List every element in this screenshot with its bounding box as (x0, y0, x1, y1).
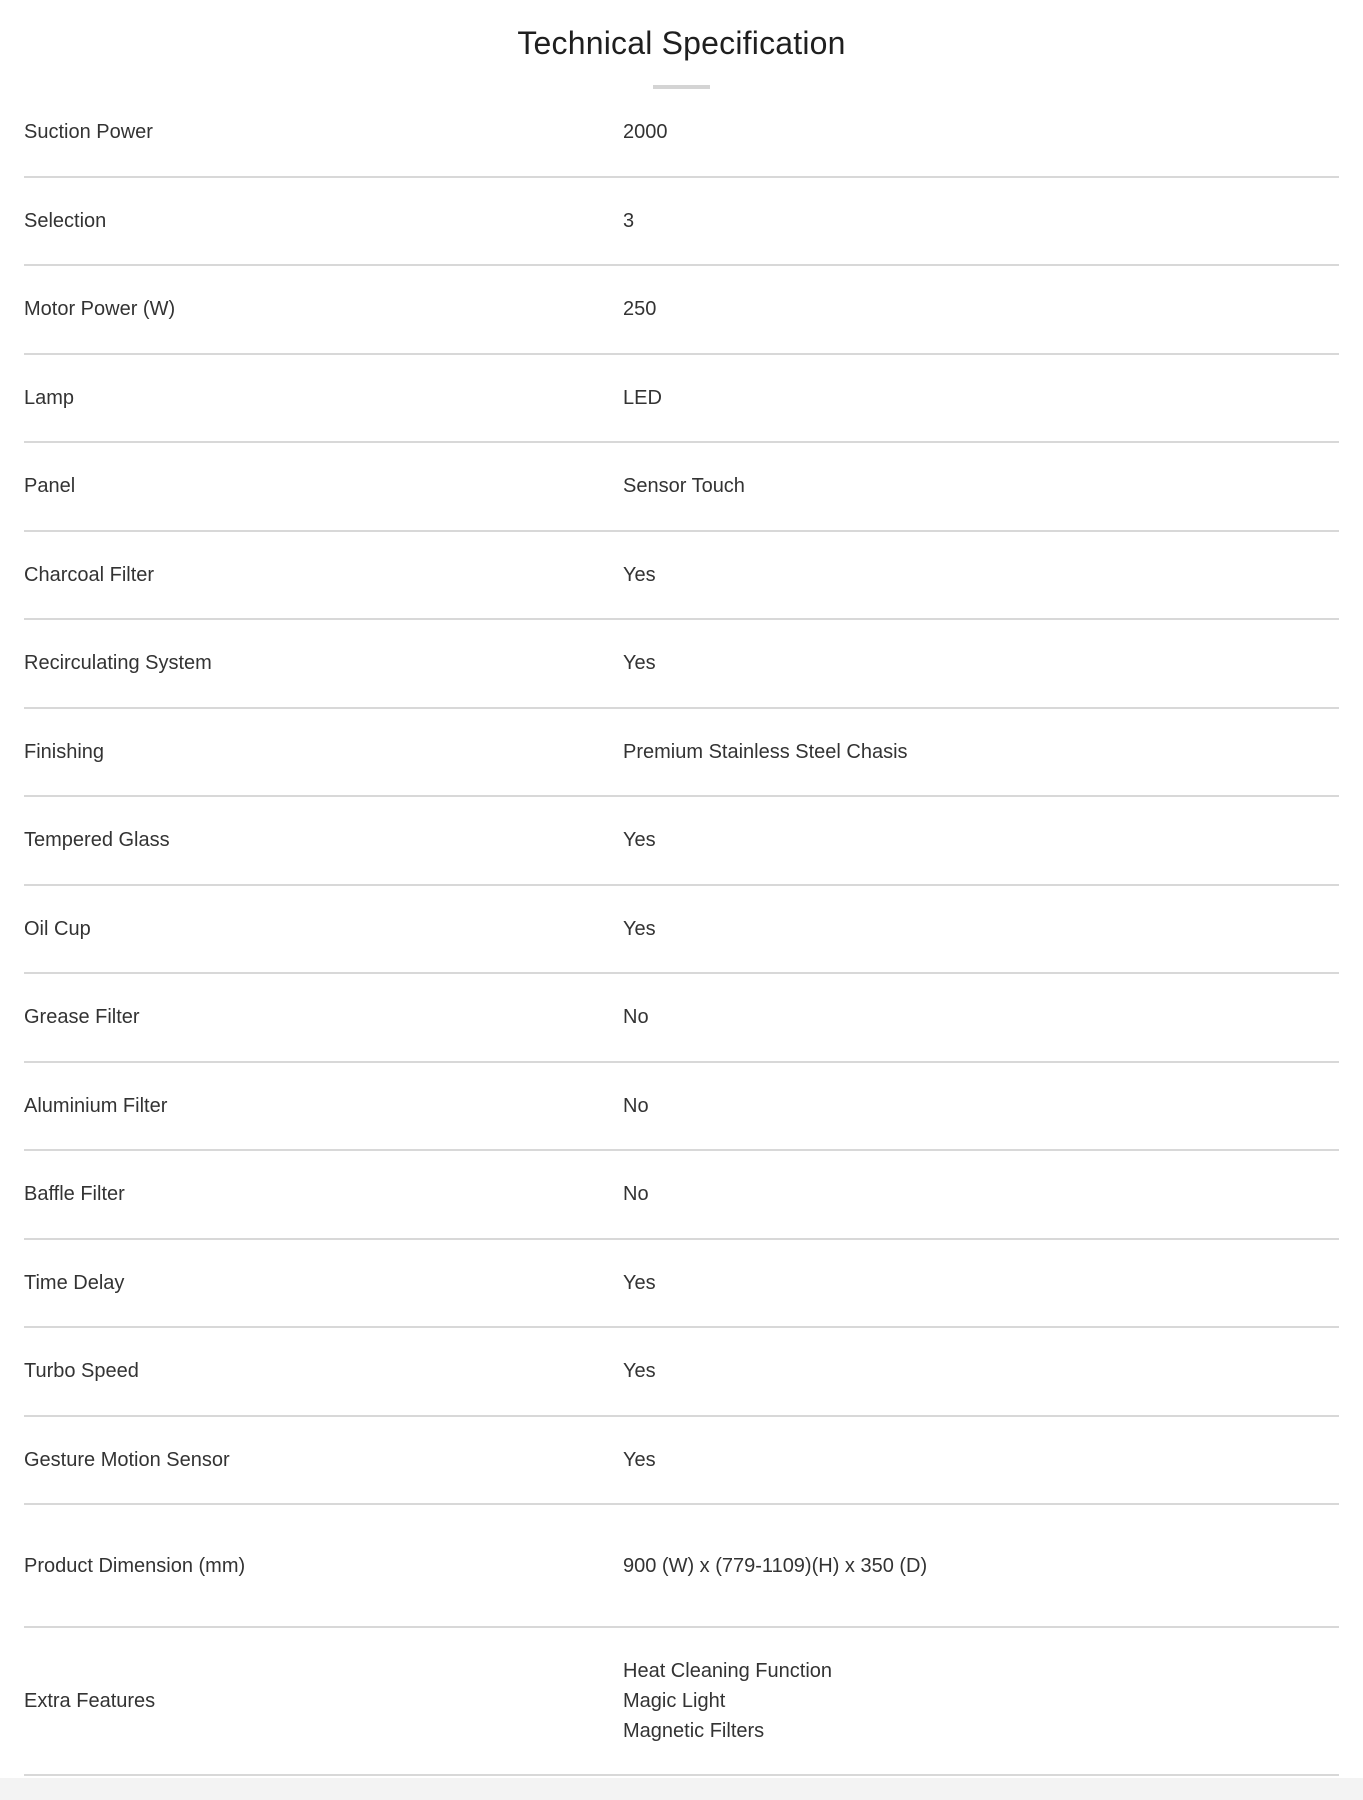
spec-row (24, 89, 1339, 178)
spec-value: Yes (623, 1360, 656, 1383)
spec-label: Extra Features (24, 1690, 156, 1712)
spec-table (24, 89, 1339, 1776)
spec-label: Lamp (24, 386, 75, 409)
page-title: Technical Specification (517, 25, 846, 61)
spec-row (24, 532, 1339, 621)
spec-label: Panel (24, 475, 76, 498)
spec-row (24, 1063, 1339, 1152)
spec-value: Premium Stainless Steel Chasis (623, 740, 908, 763)
spec-value: Yes (623, 1448, 656, 1471)
extra-feature-item: Heat Cleaning Function (623, 1660, 833, 1682)
spec-row (24, 355, 1339, 444)
spec-label: Time Delay (24, 1271, 125, 1294)
spec-value: Yes (623, 652, 656, 675)
spec-label: Turbo Speed (24, 1360, 139, 1383)
spec-row (24, 974, 1339, 1063)
spec-row (24, 266, 1339, 355)
spec-row (24, 886, 1339, 975)
spec-row (24, 443, 1339, 532)
spec-value: Yes (623, 563, 656, 586)
spec-label: Aluminium Filter (24, 1094, 168, 1117)
spec-value: 900 (W) x (779-1109)(H) x 350 (D) (623, 1554, 928, 1577)
spec-value: Sensor Touch (623, 475, 745, 498)
spec-value: Yes (623, 829, 656, 852)
spec-label: Motor Power (W) (24, 298, 176, 321)
extra-features-list (623, 1656, 1339, 1746)
spec-row (24, 1151, 1339, 1240)
spec-label: Recirculating System (24, 652, 212, 675)
spec-value: 250 (623, 298, 657, 321)
spec-value: No (623, 1094, 649, 1117)
spec-label: Grease Filter (24, 1006, 140, 1029)
spec-row (24, 1417, 1339, 1506)
spec-row (24, 1328, 1339, 1417)
spec-row (24, 709, 1339, 798)
extra-feature-item: Magnetic Filters (623, 1720, 765, 1742)
spec-row (24, 620, 1339, 709)
spec-row (24, 178, 1339, 267)
spec-label: Suction Power (24, 121, 153, 144)
spec-label: Oil Cup (24, 917, 91, 940)
spec-value: 2000 (623, 121, 668, 144)
spec-row (24, 797, 1339, 886)
spec-label: Product Dimension (mm) (24, 1554, 246, 1577)
spec-value: No (623, 1183, 649, 1206)
spec-label: Charcoal Filter (24, 563, 155, 586)
spec-value: Yes (623, 917, 656, 940)
spec-value: LED (623, 386, 662, 409)
spec-row-extra-features (24, 1628, 1339, 1776)
spec-label: Tempered Glass (24, 829, 170, 852)
spec-label: Baffle Filter (24, 1183, 125, 1206)
spec-label: Gesture Motion Sensor (24, 1448, 230, 1471)
spec-value: No (623, 1006, 649, 1029)
spec-row (24, 1240, 1339, 1329)
spec-value: Yes (623, 1271, 656, 1294)
spec-value: 3 (623, 209, 635, 232)
extra-feature-item: Magic Light (623, 1690, 726, 1712)
bottom-band (0, 1778, 1363, 1800)
spec-label: Finishing (24, 740, 105, 763)
spec-label: Selection (24, 209, 107, 232)
spec-row (24, 1505, 1339, 1628)
